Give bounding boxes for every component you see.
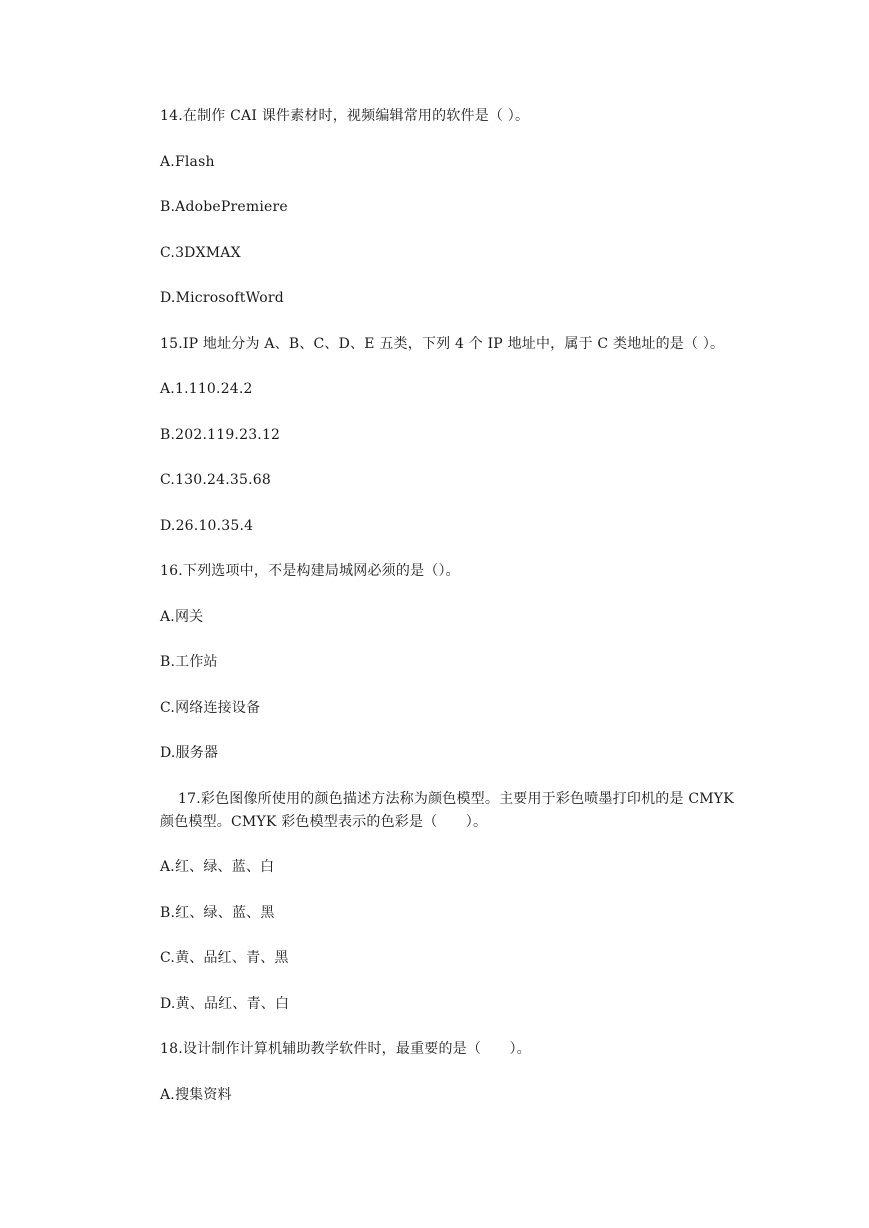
question-15-stem: 15.IP 地址分为 A、B、C、D、E 五类，下列 4 个 IP 地址中，属于 C 类地址的是（ ）。	[160, 336, 725, 352]
question-16-option-a: A.网关	[160, 609, 204, 625]
question-15-option-d: D.26.10.35.4	[160, 518, 254, 534]
question-14-option-c: C.3DXMAX	[160, 245, 241, 261]
question-17-option-a: A.红、绿、蓝、白	[160, 859, 275, 875]
question-14-option-b: B.AdobePremiere	[160, 199, 288, 215]
question-16-option-c: C.网络连接设备	[160, 700, 261, 716]
question-15-option-a: A.1.110.24.2	[160, 381, 253, 397]
question-18-option-a: A.搜集资料	[160, 1087, 232, 1103]
question-17-option-d: D.黄、品红、青、白	[160, 996, 290, 1012]
question-14-option-a: A.Flash	[160, 154, 215, 170]
question-17-option-c: C.黄、品红、青、黑	[160, 950, 289, 966]
question-15-option-b: B.202.119.23.12	[160, 427, 281, 443]
question-14-option-d: D.MicrosoftWord	[160, 290, 284, 306]
question-16-option-b: B.工作站	[160, 654, 218, 670]
question-14-stem: 14.在制作 CAI 课件素材时，视频编辑常用的软件是（ ）。	[160, 108, 530, 124]
question-17-stem-line-1: 17.彩色图像所使用的颜色描述方法称为颜色模型。主要用于彩色喷墨打印机的是 CMYK	[178, 791, 734, 807]
question-15-option-c: C.130.24.35.68	[160, 472, 271, 488]
question-17-option-b: B.红、绿、蓝、黑	[160, 905, 275, 921]
question-16-option-d: D.服务器	[160, 745, 219, 761]
question-16-stem: 16.下列选项中，不是构建局城网必须的是（）。	[160, 563, 460, 579]
question-18-stem: 18.设计制作计算机辅助教学软件时，最重要的是（ ）。	[160, 1041, 531, 1057]
question-17-stem-line-2: 颜色模型。CMYK 彩色模型表示的色彩是（ ）。	[160, 814, 488, 830]
